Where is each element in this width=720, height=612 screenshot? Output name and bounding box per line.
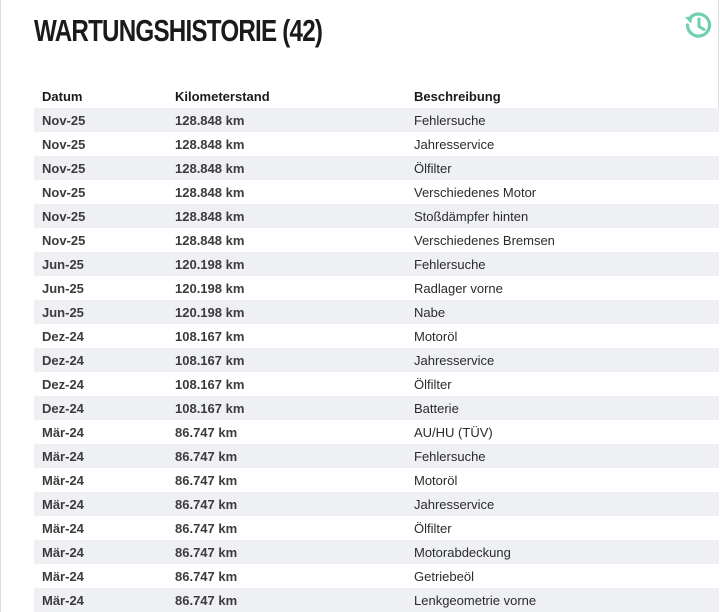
table-row	[34, 516, 719, 540]
cell-date: Dez-24	[42, 328, 84, 344]
cell-description: Fehlersuche	[414, 112, 486, 128]
cell-description: Motorabdeckung	[414, 544, 511, 560]
cell-description: Stoßdämpfer hinten	[414, 208, 529, 224]
cell-mileage: 128.848 km	[175, 112, 245, 128]
cell-description: Nabe	[414, 304, 446, 320]
cell-date: Dez-24	[42, 400, 84, 416]
column-header-mileage[interactable]: Kilometerstand	[175, 88, 270, 104]
cell-mileage: 128.848 km	[175, 160, 245, 176]
cell-mileage: 86.747 km	[175, 496, 238, 512]
cell-date: Nov-25	[42, 232, 86, 248]
column-header-date[interactable]: Datum	[42, 88, 83, 104]
cell-date: Nov-25	[42, 112, 86, 128]
table-row	[34, 444, 719, 468]
cell-date: Mär-24	[42, 472, 84, 488]
cell-mileage: 86.747 km	[175, 568, 238, 584]
table-row	[34, 156, 719, 180]
cell-mileage: 86.747 km	[175, 448, 238, 464]
cell-mileage: 86.747 km	[175, 424, 238, 440]
cell-description: Ölfilter	[414, 160, 452, 176]
cell-mileage: 86.747 km	[175, 520, 238, 536]
cell-description: Jahresservice	[414, 136, 495, 152]
cell-date: Nov-25	[42, 184, 86, 200]
cell-description: Fehlersuche	[414, 448, 486, 464]
table-row	[34, 420, 719, 444]
table-row	[34, 252, 719, 276]
cell-description: Ölfilter	[414, 520, 452, 536]
cell-mileage: 128.848 km	[175, 184, 245, 200]
table-body	[34, 108, 719, 612]
table-row	[34, 588, 719, 612]
table-row	[34, 324, 719, 348]
cell-mileage: 128.848 km	[175, 136, 245, 152]
cell-mileage: 86.747 km	[175, 544, 238, 560]
table-row	[34, 540, 719, 564]
cell-description: Jahresservice	[414, 352, 495, 368]
table-header-row	[34, 84, 719, 108]
cell-date: Jun-25	[42, 256, 84, 272]
cell-date: Mär-24	[42, 568, 84, 584]
cell-description: Radlager vorne	[414, 280, 503, 296]
cell-date: Mär-24	[42, 544, 84, 560]
cell-mileage: 108.167 km	[175, 328, 245, 344]
maintenance-table	[34, 84, 719, 612]
table-row	[34, 228, 719, 252]
column-header-description[interactable]: Beschreibung	[414, 88, 501, 104]
cell-date: Nov-25	[42, 136, 86, 152]
table-row	[34, 276, 719, 300]
cell-date: Mär-24	[42, 496, 84, 512]
cell-description: Getriebeöl	[414, 568, 474, 584]
cell-description: Jahresservice	[414, 496, 495, 512]
cell-description: Lenkgeometrie vorne	[414, 592, 537, 608]
cell-date: Jun-25	[42, 280, 84, 296]
table-row	[34, 468, 719, 492]
cell-description: Motoröl	[414, 328, 458, 344]
table-row	[34, 492, 719, 516]
cell-date: Dez-24	[42, 376, 84, 392]
table-row	[34, 300, 719, 324]
cell-date: Nov-25	[42, 160, 86, 176]
cell-mileage: 108.167 km	[175, 400, 245, 416]
cell-mileage: 120.198 km	[175, 280, 245, 296]
history-button[interactable]	[681, 8, 715, 42]
cell-date: Jun-25	[42, 304, 84, 320]
cell-mileage: 86.747 km	[175, 472, 238, 488]
table-row	[34, 348, 719, 372]
cell-description: Motoröl	[414, 472, 458, 488]
cell-description: Ölfilter	[414, 376, 452, 392]
cell-description: Fehlersuche	[414, 256, 486, 272]
cell-mileage: 128.848 km	[175, 232, 245, 248]
table-row	[34, 108, 719, 132]
table-row	[34, 396, 719, 420]
table-row	[34, 204, 719, 228]
cell-date: Mär-24	[42, 592, 84, 608]
cell-mileage: 120.198 km	[175, 256, 245, 272]
cell-mileage: 108.167 km	[175, 352, 245, 368]
table-row	[34, 372, 719, 396]
cell-description: AU/HU (TÜV)	[414, 424, 493, 440]
cell-date: Mär-24	[42, 448, 84, 464]
cell-description: Verschiedenes Motor	[414, 184, 537, 200]
table-row	[34, 180, 719, 204]
history-clock-icon	[681, 8, 715, 42]
cell-date: Mär-24	[42, 520, 84, 536]
cell-date: Dez-24	[42, 352, 84, 368]
table-row	[34, 564, 719, 588]
cell-mileage: 128.848 km	[175, 208, 245, 224]
cell-description: Verschiedenes Bremsen	[414, 232, 555, 248]
cell-date: Mär-24	[42, 424, 84, 440]
cell-mileage: 120.198 km	[175, 304, 245, 320]
cell-mileage: 86.747 km	[175, 592, 238, 608]
cell-description: Batterie	[414, 400, 459, 416]
cell-date: Nov-25	[42, 208, 86, 224]
page-title: WARTUNGSHISTORIE (42)	[34, 13, 323, 48]
cell-mileage: 108.167 km	[175, 376, 245, 392]
table-row	[34, 132, 719, 156]
